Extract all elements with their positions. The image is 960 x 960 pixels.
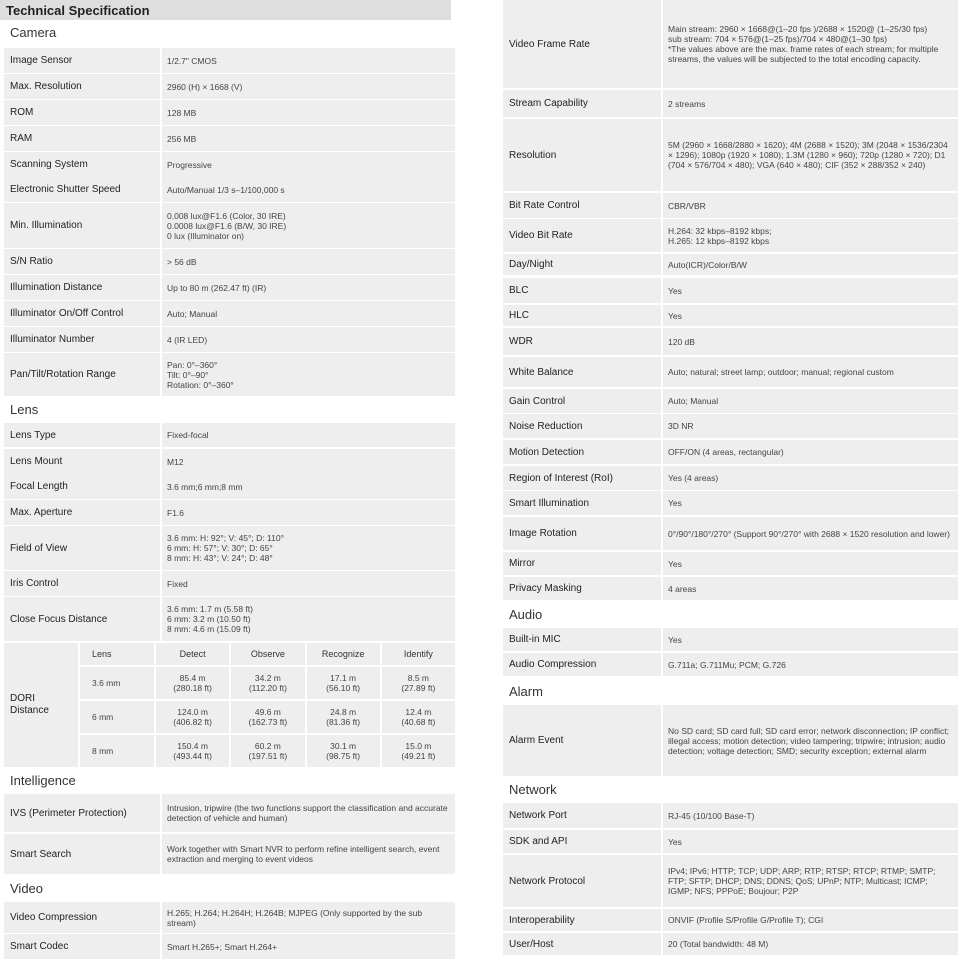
spec-value: Pan: 0°–360° Tilt: 0°–90° Rotation: 0°–360°: [162, 353, 455, 396]
spec-row-video-bit-rate: [503, 219, 958, 252]
spec-label: HLC: [503, 305, 661, 326]
spec-row-user-host: [503, 933, 958, 955]
spec-label: Illuminator Number: [4, 327, 160, 352]
spec-label: Day/Night: [503, 254, 661, 275]
dori-distance-cell: 124.0 m (406.82 ft): [156, 701, 229, 733]
spec-label: Smart Codec: [4, 934, 160, 959]
spec-value: Fixed-focal: [162, 423, 455, 447]
spec-value: Auto; Manual: [162, 301, 455, 326]
spec-label: Min. Illumination: [4, 203, 160, 248]
dori-header-observe: Observe: [231, 643, 304, 665]
spec-value: ONVIF (Profile S/Profile G/Profile T); CGI: [663, 909, 958, 931]
spec-value: 1/2.7" CMOS: [162, 48, 455, 73]
spec-row-ivs-perimeter-protection: [4, 794, 455, 832]
spec-row-noise-reduction: [503, 414, 958, 438]
spec-label: Alarm Event: [503, 705, 661, 776]
spec-row-mirror: [503, 552, 958, 575]
spec-row-ram: [4, 126, 455, 151]
spec-row-electronic-shutter-speed: [4, 177, 455, 202]
spec-value: 120 dB: [663, 328, 958, 355]
spec-label: Pan/Tilt/Rotation Range: [4, 353, 160, 396]
spec-value: CBR/VBR: [663, 193, 958, 218]
dori-distance-table: [4, 643, 455, 767]
dori-distance-cell: 85.4 m (280.18 ft): [156, 667, 229, 699]
dori-distance-cell: 24.8 m (81.36 ft): [307, 701, 380, 733]
spec-value: Yes: [663, 628, 958, 651]
spec-row-image-sensor: [4, 48, 455, 73]
dori-distance-cell: 34.2 m (112.20 ft): [231, 667, 304, 699]
spec-row-hlc: [503, 305, 958, 326]
spec-row-scanning-system: [4, 152, 455, 177]
spec-label: WDR: [503, 328, 661, 355]
spec-value: 4 (IR LED): [162, 327, 455, 352]
spec-value: G.711a; G.711Mu; PCM; G.726: [663, 653, 958, 676]
spec-label: S/N Ratio: [4, 249, 160, 274]
spec-value: 3.6 mm;6 mm;8 mm: [162, 474, 455, 499]
spec-value: 3.6 mm: H: 92°; V: 45°; D: 110° 6 mm: H: 57°; V: 30°; D: 65° 8 mm: H: 43°; V: 24°; D: 48°: [162, 526, 455, 570]
spec-row-illuminator-number: [4, 327, 455, 352]
spec-label: Stream Capability: [503, 90, 661, 117]
spec-value: H.265; H.264; H.264H; H.264B; MJPEG (Only supported by the sub stream): [162, 902, 455, 933]
spec-label: Video Bit Rate: [503, 219, 661, 252]
dori-header-detect: Detect: [156, 643, 229, 665]
spec-value: Progressive: [162, 152, 455, 177]
spec-value: H.264: 32 kbps–8192 kbps; H.265: 12 kbps–8192 kbps: [663, 219, 958, 252]
spec-label: BLC: [503, 278, 661, 303]
spec-value: 3D NR: [663, 414, 958, 438]
spec-row-resolution: [503, 119, 958, 191]
spec-label: Video Compression: [4, 902, 160, 933]
dori-distance-cell: 12.4 m (40.68 ft): [382, 701, 455, 733]
spec-value: 128 MB: [162, 100, 455, 125]
spec-value: 4 areas: [663, 577, 958, 600]
spec-label: Scanning System: [4, 152, 160, 177]
spec-row-motion-detection: [503, 440, 958, 464]
spec-value: Yes: [663, 491, 958, 515]
spec-value: F1.6: [162, 500, 455, 525]
spec-row-s-n-ratio: [4, 249, 455, 274]
spec-row-lens-mount: [4, 449, 455, 474]
spec-row-iris-control: [4, 571, 455, 596]
spec-row-smart-illumination: [503, 491, 958, 515]
spec-row-privacy-masking: [503, 577, 958, 600]
spec-value: Auto; Manual: [663, 389, 958, 413]
section-heading-camera: Camera: [10, 24, 57, 40]
spec-label: Video Frame Rate: [503, 0, 661, 88]
spec-value: OFF/ON (4 areas, rectangular): [663, 440, 958, 464]
dori-distance-cell: 17.1 m (56.10 ft): [307, 667, 380, 699]
spec-row-focal-length: [4, 474, 455, 499]
dori-distance-cell: 15.0 m (49.21 ft): [382, 735, 455, 767]
spec-value: Intrusion, tripwire (the two functions support the classification and accurate detection of vehicle and human): [162, 794, 455, 832]
spec-row-alarm-event: [503, 705, 958, 776]
spec-label: Bit Rate Control: [503, 193, 661, 218]
dori-header-identify: Identify: [382, 643, 455, 665]
spec-value: 256 MB: [162, 126, 455, 151]
dori-lens-cell: 6 mm: [80, 701, 154, 733]
spec-row-smart-codec: [4, 934, 455, 959]
dori-lens-cell: 8 mm: [80, 735, 154, 767]
spec-label: Illuminator On/Off Control: [4, 301, 160, 326]
spec-row-image-rotation: [503, 517, 958, 550]
spec-value: Auto(ICR)/Color/B/W: [663, 254, 958, 275]
spec-row-smart-search: [4, 834, 455, 874]
spec-value: 2 streams: [663, 90, 958, 117]
spec-row-audio-compression: [503, 653, 958, 676]
spec-label: Illumination Distance: [4, 275, 160, 300]
spec-label: Lens Mount: [4, 449, 160, 474]
spec-row-sdk-and-api: [503, 830, 958, 853]
spec-row-min-illumination: [4, 203, 455, 248]
spec-row-max-resolution: [4, 74, 455, 99]
spec-row-network-port: [503, 803, 958, 828]
section-heading-alarm: Alarm: [509, 683, 543, 699]
spec-row-field-of-view: [4, 526, 455, 570]
spec-value: Yes: [663, 552, 958, 575]
spec-row-blc: [503, 278, 958, 303]
spec-value: Auto; natural; street lamp; outdoor; manual; regional custom: [663, 357, 958, 387]
spec-row-day-night: [503, 254, 958, 275]
spec-row-gain-control: [503, 389, 958, 413]
spec-label: Gain Control: [503, 389, 661, 413]
spec-value: Yes: [663, 305, 958, 326]
spec-value: 0°/90°/180°/270° (Support 90°/270° with 2688 × 1520 resolution and lower): [663, 517, 958, 550]
spec-value: Work together with Smart NVR to perform refine intelligent search, event extraction and merging to event videos: [162, 834, 455, 874]
spec-value: IPv4; IPv6; HTTP; TCP; UDP; ARP; RTP; RTSP; RTCP; RTMP; SMTP; FTP; SFTP; DHCP; DNS; DDNS; QoS; UPnP; NTP; Multicast; ICMP; IGMP; NFS; PPPoE; Boujour; P2P: [663, 855, 958, 907]
spec-row-pan-tilt-rotation-range: [4, 353, 455, 396]
spec-label: Smart Illumination: [503, 491, 661, 515]
spec-label: Smart Search: [4, 834, 160, 874]
spec-value: No SD card; SD card full; SD card error; network disconnection; IP conflict; illegal access; motion detection; video tampering; tripwire; intrusion; audio detection; voltage detection; SMD; security exception; external alarm: [663, 705, 958, 776]
spec-row-wdr: [503, 328, 958, 355]
spec-label: Motion Detection: [503, 440, 661, 464]
spec-row-built-in-mic: [503, 628, 958, 651]
spec-label: Iris Control: [4, 571, 160, 596]
dori-label: DORI Distance: [4, 643, 78, 767]
spec-label: Network Protocol: [503, 855, 661, 907]
spec-row-lens-type: [4, 423, 455, 447]
spec-value: Main stream: 2960 × 1668@(1–20 fps )/2688 × 1520@ (1–25/30 fps) sub stream: 704 × 576@(1–25 fps)/704 × 480@(1–30 fps) *The values above are the max. frame rates of each stream; for multiple streams, the values will be subjected to the total encoding capacity.: [663, 0, 958, 88]
spec-label: SDK and API: [503, 830, 661, 853]
spec-label: User/Host: [503, 933, 661, 955]
spec-row-interoperability: [503, 909, 958, 931]
spec-label: Image Sensor: [4, 48, 160, 73]
spec-label: Focal Length: [4, 474, 160, 499]
spec-label: Max. Aperture: [4, 500, 160, 525]
spec-row-illumination-distance: [4, 275, 455, 300]
dori-header-recognize: Recognize: [307, 643, 380, 665]
spec-title: Technical Specification: [0, 0, 451, 20]
spec-label: Audio Compression: [503, 653, 661, 676]
section-heading-intelligence: Intelligence: [10, 772, 76, 788]
spec-value: 20 (Total bandwidth: 48 M): [663, 933, 958, 955]
spec-value: Yes: [663, 830, 958, 853]
dori-header-lens: Lens: [80, 643, 154, 665]
spec-value: Auto/Manual 1/3 s–1/100,000 s: [162, 177, 455, 202]
spec-value: Fixed: [162, 571, 455, 596]
spec-label: Interoperability: [503, 909, 661, 931]
spec-label: Built-in MIC: [503, 628, 661, 651]
dori-distance-cell: 60.2 m (197.51 ft): [231, 735, 304, 767]
dori-distance-cell: 30.1 m (98.75 ft): [307, 735, 380, 767]
spec-label: Privacy Masking: [503, 577, 661, 600]
spec-value: Up to 80 m (262.47 ft) (IR): [162, 275, 455, 300]
spec-label: Region of Interest (RoI): [503, 466, 661, 490]
spec-row-bit-rate-control: [503, 193, 958, 218]
spec-label: Field of View: [4, 526, 160, 570]
spec-row-network-protocol: [503, 855, 958, 907]
spec-value: M12: [162, 449, 455, 474]
section-heading-network: Network: [509, 781, 557, 797]
spec-value: Smart H.265+; Smart H.264+: [162, 934, 455, 959]
spec-label: White Balance: [503, 357, 661, 387]
spec-value: 2960 (H) × 1668 (V): [162, 74, 455, 99]
spec-row-close-focus-distance: [4, 597, 455, 641]
spec-value: RJ-45 (10/100 Base-T): [663, 803, 958, 828]
spec-label: Close Focus Distance: [4, 597, 160, 641]
spec-value: Yes (4 areas): [663, 466, 958, 490]
dori-distance-cell: 8.5 m (27.89 ft): [382, 667, 455, 699]
spec-value: 5M (2960 × 1668/2880 × 1620); 4M (2688 × 1520); 3M (2048 × 1536/2304 × 1296); 1080p (1920 × 1080); 1.3M (1280 × 960); 720p (1280 × 720); D1 (704 × 576/704 × 480); VGA (640 × 480); CIF (352 × 288/352 × 240): [663, 119, 958, 191]
spec-label: Network Port: [503, 803, 661, 828]
spec-value: > 56 dB: [162, 249, 455, 274]
spec-label: IVS (Perimeter Protection): [4, 794, 160, 832]
dori-distance-cell: 49.6 m (162.73 ft): [231, 701, 304, 733]
spec-label: Image Rotation: [503, 517, 661, 550]
spec-label: Mirror: [503, 552, 661, 575]
dori-lens-cell: 3.6 mm: [80, 667, 154, 699]
spec-label: Max. Resolution: [4, 74, 160, 99]
spec-label: Electronic Shutter Speed: [4, 177, 160, 202]
spec-label: RAM: [4, 126, 160, 151]
spec-row-region-of-interest-roi: [503, 466, 958, 490]
spec-label: Noise Reduction: [503, 414, 661, 438]
section-heading-video: Video: [10, 880, 44, 896]
spec-row-illuminator-on-off-control: [4, 301, 455, 326]
spec-label: Resolution: [503, 119, 661, 191]
spec-value: 0.008 lux@F1.6 (Color, 30 IRE) 0.0008 lux@F1.6 (B/W, 30 IRE) 0 lux (Illuminator on): [162, 203, 455, 248]
spec-label: Lens Type: [4, 423, 160, 447]
spec-row-video-frame-rate: [503, 0, 958, 88]
spec-row-stream-capability: [503, 90, 958, 117]
spec-value: 3.6 mm: 1.7 m (5.58 ft) 6 mm: 3.2 m (10.50 ft) 8 mm: 4.6 m (15.09 ft): [162, 597, 455, 641]
section-heading-lens: Lens: [10, 401, 39, 417]
spec-row-rom: [4, 100, 455, 125]
spec-value: Yes: [663, 278, 958, 303]
spec-row-video-compression: [4, 902, 455, 933]
spec-row-white-balance: [503, 357, 958, 387]
dori-distance-cell: 150.4 m (493.44 ft): [156, 735, 229, 767]
spec-row-max-aperture: [4, 500, 455, 525]
spec-label: ROM: [4, 100, 160, 125]
section-heading-audio: Audio: [509, 606, 543, 622]
